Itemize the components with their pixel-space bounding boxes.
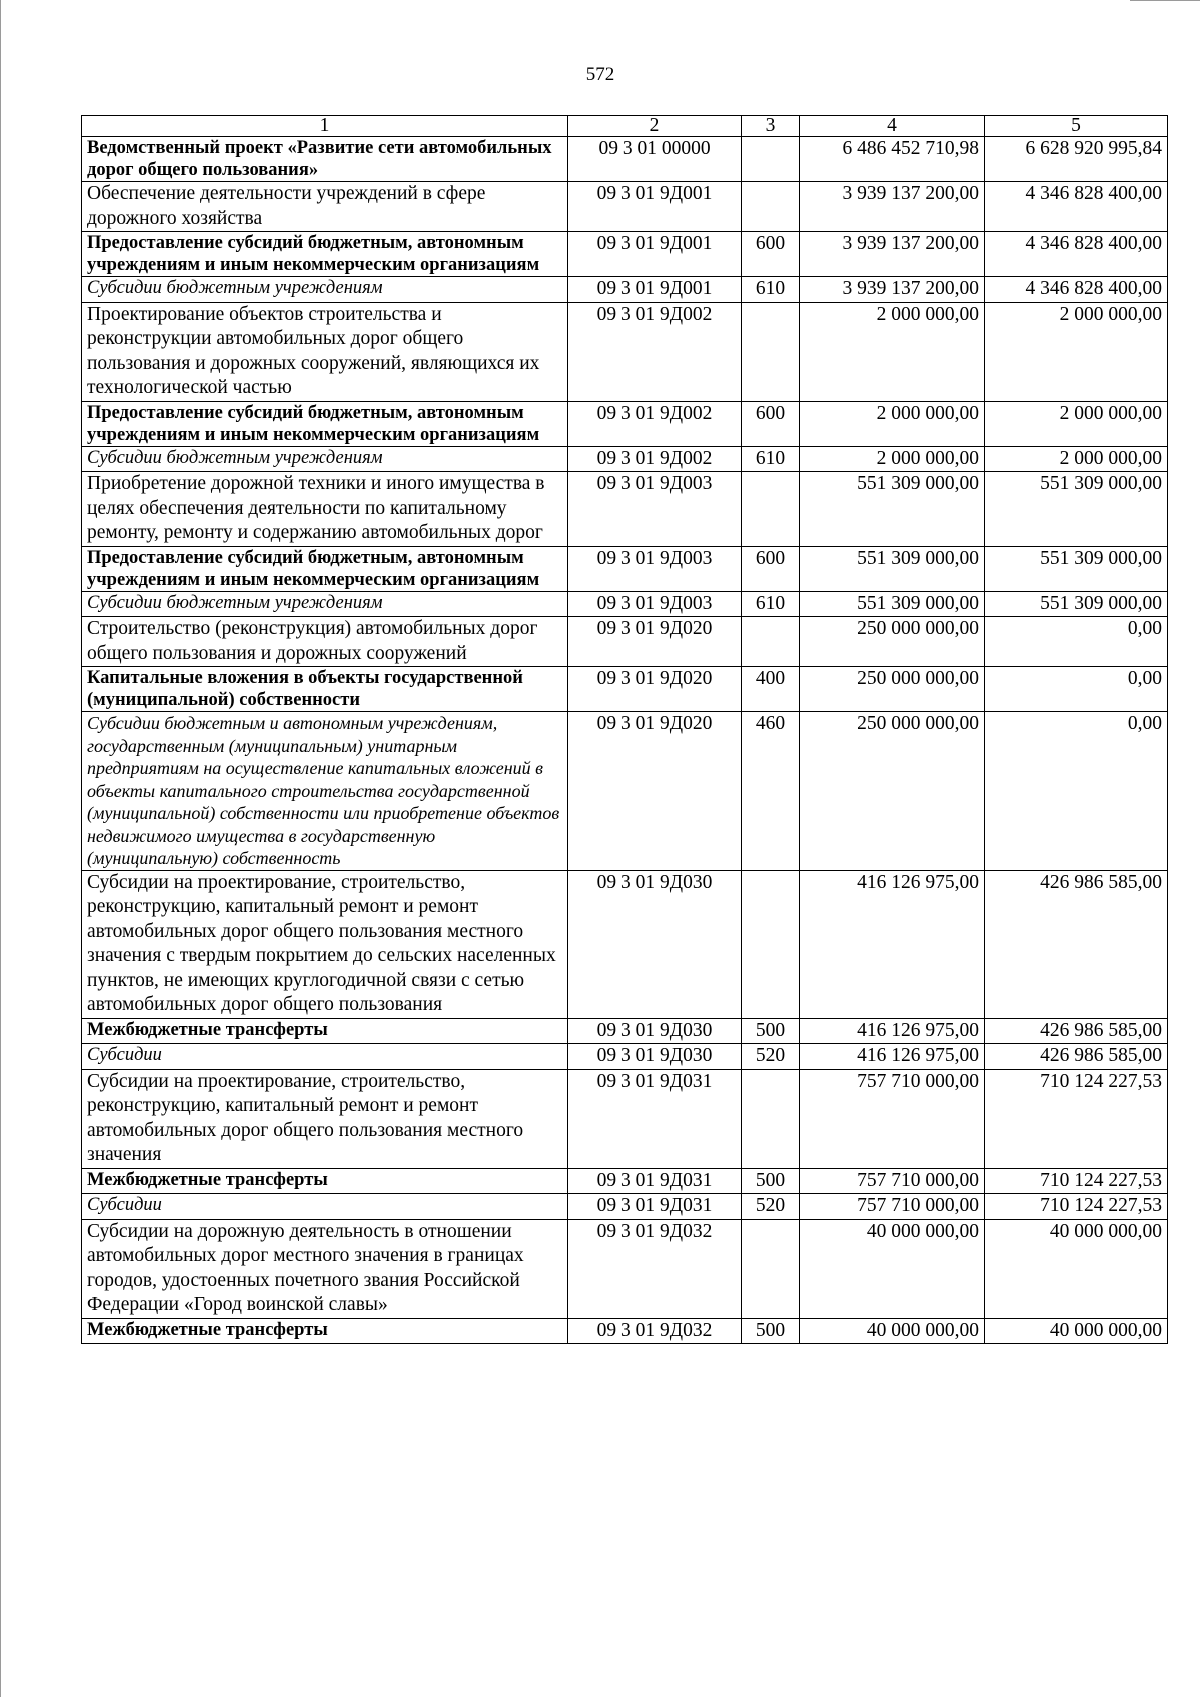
row-value-2026-cell: 6 628 920 995,84 (985, 137, 1168, 182)
row-type-cell: 610 (742, 591, 800, 617)
table-body (82, 137, 1168, 1344)
header-col-2: 2 (568, 116, 742, 137)
row-code-cell: 09 3 01 9Д003 (568, 472, 742, 547)
row-value-2026-cell: 551 309 000,00 (985, 591, 1168, 617)
row-code-cell: 09 3 01 9Д032 (568, 1318, 742, 1344)
row-name-cell: Обеспечение деятельности учреждений в сфере дорожного хозяйства (82, 182, 568, 232)
row-type-cell: 610 (742, 446, 800, 472)
row-value-2025-cell: 40 000 000,00 (800, 1219, 985, 1318)
row-type-cell (742, 137, 800, 182)
row-code-cell: 09 3 01 9Д032 (568, 1219, 742, 1318)
table-row (82, 1194, 1168, 1220)
row-value-2025-cell: 416 126 975,00 (800, 1044, 985, 1070)
row-code-cell: 09 3 01 9Д001 (568, 182, 742, 232)
row-value-2026-cell: 551 309 000,00 (985, 472, 1168, 547)
header-row (82, 116, 1168, 137)
row-code-cell: 09 3 01 9Д030 (568, 870, 742, 1018)
row-code-cell: 09 3 01 9Д031 (568, 1168, 742, 1194)
scan-top-edge (1130, 0, 1200, 1)
table-row (82, 1318, 1168, 1344)
row-value-2026-cell: 426 986 585,00 (985, 1018, 1168, 1044)
row-value-2025-cell: 40 000 000,00 (800, 1318, 985, 1344)
row-value-2026-cell: 426 986 585,00 (985, 870, 1168, 1018)
row-value-2026-cell: 710 124 227,53 (985, 1194, 1168, 1220)
table-row (82, 137, 1168, 182)
row-code-cell: 09 3 01 9Д031 (568, 1194, 742, 1220)
row-value-2026-cell: 710 124 227,53 (985, 1069, 1168, 1168)
row-value-2025-cell: 416 126 975,00 (800, 1018, 985, 1044)
row-type-cell: 500 (742, 1318, 800, 1344)
row-value-2026-cell: 0,00 (985, 617, 1168, 667)
table-row (82, 1219, 1168, 1318)
table-row (82, 1044, 1168, 1070)
header-col-4: 4 (800, 116, 985, 137)
table-row (82, 712, 1168, 871)
row-value-2025-cell: 551 309 000,00 (800, 546, 985, 591)
row-value-2026-cell: 4 346 828 400,00 (985, 232, 1168, 277)
table-row (82, 617, 1168, 667)
table-row (82, 472, 1168, 547)
row-code-cell: 09 3 01 9Д002 (568, 302, 742, 401)
row-type-cell: 600 (742, 232, 800, 277)
table-row (82, 401, 1168, 446)
row-value-2025-cell: 250 000 000,00 (800, 667, 985, 712)
row-value-2025-cell: 2 000 000,00 (800, 401, 985, 446)
table-row (82, 277, 1168, 303)
row-value-2025-cell: 250 000 000,00 (800, 617, 985, 667)
scan-left-edge (0, 0, 2, 1697)
row-value-2025-cell: 416 126 975,00 (800, 870, 985, 1018)
row-value-2026-cell: 0,00 (985, 712, 1168, 871)
row-name-cell: Субсидии бюджетным и автономным учреждениям, государственным (муниципальным) унитарным предприятиям на осуществление капитальных вложений в объекты капитального строительства государственной (муниципальной) собственности или приобретение объектов недвижимого имущества в государственную (муниципальную) собственность (82, 712, 568, 871)
row-value-2026-cell: 710 124 227,53 (985, 1168, 1168, 1194)
header-col-5: 5 (985, 116, 1168, 137)
row-code-cell: 09 3 01 00000 (568, 137, 742, 182)
row-value-2026-cell: 0,00 (985, 667, 1168, 712)
row-type-cell (742, 1069, 800, 1168)
table-row (82, 1069, 1168, 1168)
row-type-cell: 520 (742, 1194, 800, 1220)
row-value-2026-cell: 4 346 828 400,00 (985, 277, 1168, 303)
row-type-cell: 400 (742, 667, 800, 712)
row-type-cell: 500 (742, 1018, 800, 1044)
row-value-2025-cell: 551 309 000,00 (800, 472, 985, 547)
row-code-cell: 09 3 01 9Д002 (568, 401, 742, 446)
row-name-cell: Проектирование объектов строительства и реконструкции автомобильных дорог общего пользования и дорожных сооружений, являющихся их технологической частью (82, 302, 568, 401)
row-code-cell: 09 3 01 9Д030 (568, 1018, 742, 1044)
table-row (82, 591, 1168, 617)
row-name-cell: Субсидии на проектирование, строительство, реконструкцию, капитальный ремонт и ремонт автомобильных дорог общего пользования местного значения (82, 1069, 568, 1168)
row-value-2026-cell: 2 000 000,00 (985, 302, 1168, 401)
header-col-3: 3 (742, 116, 800, 137)
row-code-cell: 09 3 01 9Д020 (568, 617, 742, 667)
row-value-2025-cell: 757 710 000,00 (800, 1194, 985, 1220)
table-row (82, 870, 1168, 1018)
row-value-2025-cell: 6 486 452 710,98 (800, 137, 985, 182)
row-type-cell: 520 (742, 1044, 800, 1070)
table-row (82, 182, 1168, 232)
row-code-cell: 09 3 01 9Д020 (568, 667, 742, 712)
row-type-cell: 460 (742, 712, 800, 871)
row-value-2025-cell: 757 710 000,00 (800, 1168, 985, 1194)
table-row (82, 446, 1168, 472)
table-row (82, 302, 1168, 401)
row-name-cell: Межбюджетные трансферты (82, 1168, 568, 1194)
row-value-2026-cell: 426 986 585,00 (985, 1044, 1168, 1070)
row-code-cell: 09 3 01 9Д002 (568, 446, 742, 472)
row-type-cell: 610 (742, 277, 800, 303)
row-type-cell: 500 (742, 1168, 800, 1194)
row-type-cell: 600 (742, 546, 800, 591)
row-name-cell: Межбюджетные трансферты (82, 1318, 568, 1344)
row-name-cell: Субсидии бюджетным учреждениям (82, 591, 568, 617)
row-name-cell: Субсидии на проектирование, строительство, реконструкцию, капитальный ремонт и ремонт автомобильных дорог общего пользования местного значения с твердым покрытием до сельских населенных пунктов, не имеющих круглогодичной связи с сетью автомобильных дорог общего пользования (82, 870, 568, 1018)
row-name-cell: Субсидии (82, 1044, 568, 1070)
row-name-cell: Субсидии (82, 1194, 568, 1220)
row-name-cell: Субсидии бюджетным учреждениям (82, 277, 568, 303)
row-value-2025-cell: 551 309 000,00 (800, 591, 985, 617)
page-number: 572 (585, 64, 615, 85)
row-code-cell: 09 3 01 9Д030 (568, 1044, 742, 1070)
row-name-cell: Субсидии на дорожную деятельность в отношении автомобильных дорог местного значения в границах городов, удостоенных почетного звания Российской Федерации «Город воинской славы» (82, 1219, 568, 1318)
row-code-cell: 09 3 01 9Д001 (568, 277, 742, 303)
header-col-1: 1 (82, 116, 568, 137)
row-name-cell: Межбюджетные трансферты (82, 1018, 568, 1044)
row-value-2026-cell: 4 346 828 400,00 (985, 182, 1168, 232)
row-value-2026-cell: 40 000 000,00 (985, 1318, 1168, 1344)
row-name-cell: Капитальные вложения в объекты государственной (муниципальной) собственности (82, 667, 568, 712)
table-row (82, 546, 1168, 591)
row-value-2025-cell: 757 710 000,00 (800, 1069, 985, 1168)
row-name-cell: Предоставление субсидий бюджетным, автономным учреждениям и иным некоммерческим организациям (82, 546, 568, 591)
row-value-2026-cell: 551 309 000,00 (985, 546, 1168, 591)
row-name-cell: Предоставление субсидий бюджетным, автономным учреждениям и иным некоммерческим организациям (82, 232, 568, 277)
row-type-cell (742, 870, 800, 1018)
row-value-2025-cell: 3 939 137 200,00 (800, 277, 985, 303)
row-type-cell (742, 182, 800, 232)
row-name-cell: Предоставление субсидий бюджетным, автономным учреждениям и иным некоммерческим организациям (82, 401, 568, 446)
row-type-cell (742, 1219, 800, 1318)
row-code-cell: 09 3 01 9Д020 (568, 712, 742, 871)
table-row (82, 1018, 1168, 1044)
row-value-2025-cell: 2 000 000,00 (800, 446, 985, 472)
row-name-cell: Строительство (реконструкция) автомобильных дорог общего пользования и дорожных сооружений (82, 617, 568, 667)
row-name-cell: Ведомственный проект «Развитие сети автомобильных дорог общего пользования» (82, 137, 568, 182)
row-type-cell (742, 472, 800, 547)
row-type-cell (742, 302, 800, 401)
row-type-cell (742, 617, 800, 667)
row-code-cell: 09 3 01 9Д003 (568, 591, 742, 617)
row-value-2025-cell: 250 000 000,00 (800, 712, 985, 871)
row-code-cell: 09 3 01 9Д001 (568, 232, 742, 277)
row-name-cell: Субсидии бюджетным учреждениям (82, 446, 568, 472)
row-type-cell: 600 (742, 401, 800, 446)
row-value-2025-cell: 2 000 000,00 (800, 302, 985, 401)
row-value-2026-cell: 2 000 000,00 (985, 446, 1168, 472)
row-code-cell: 09 3 01 9Д031 (568, 1069, 742, 1168)
table-row (82, 232, 1168, 277)
row-value-2025-cell: 3 939 137 200,00 (800, 182, 985, 232)
row-name-cell: Приобретение дорожной техники и иного имущества в целях обеспечения деятельности по капитальному ремонту, ремонту и содержанию автомобильных дорог (82, 472, 568, 547)
table-row (82, 1168, 1168, 1194)
row-value-2025-cell: 3 939 137 200,00 (800, 232, 985, 277)
row-value-2026-cell: 2 000 000,00 (985, 401, 1168, 446)
row-value-2026-cell: 40 000 000,00 (985, 1219, 1168, 1318)
budget-table (81, 115, 1168, 1344)
row-code-cell: 09 3 01 9Д003 (568, 546, 742, 591)
table-row (82, 667, 1168, 712)
